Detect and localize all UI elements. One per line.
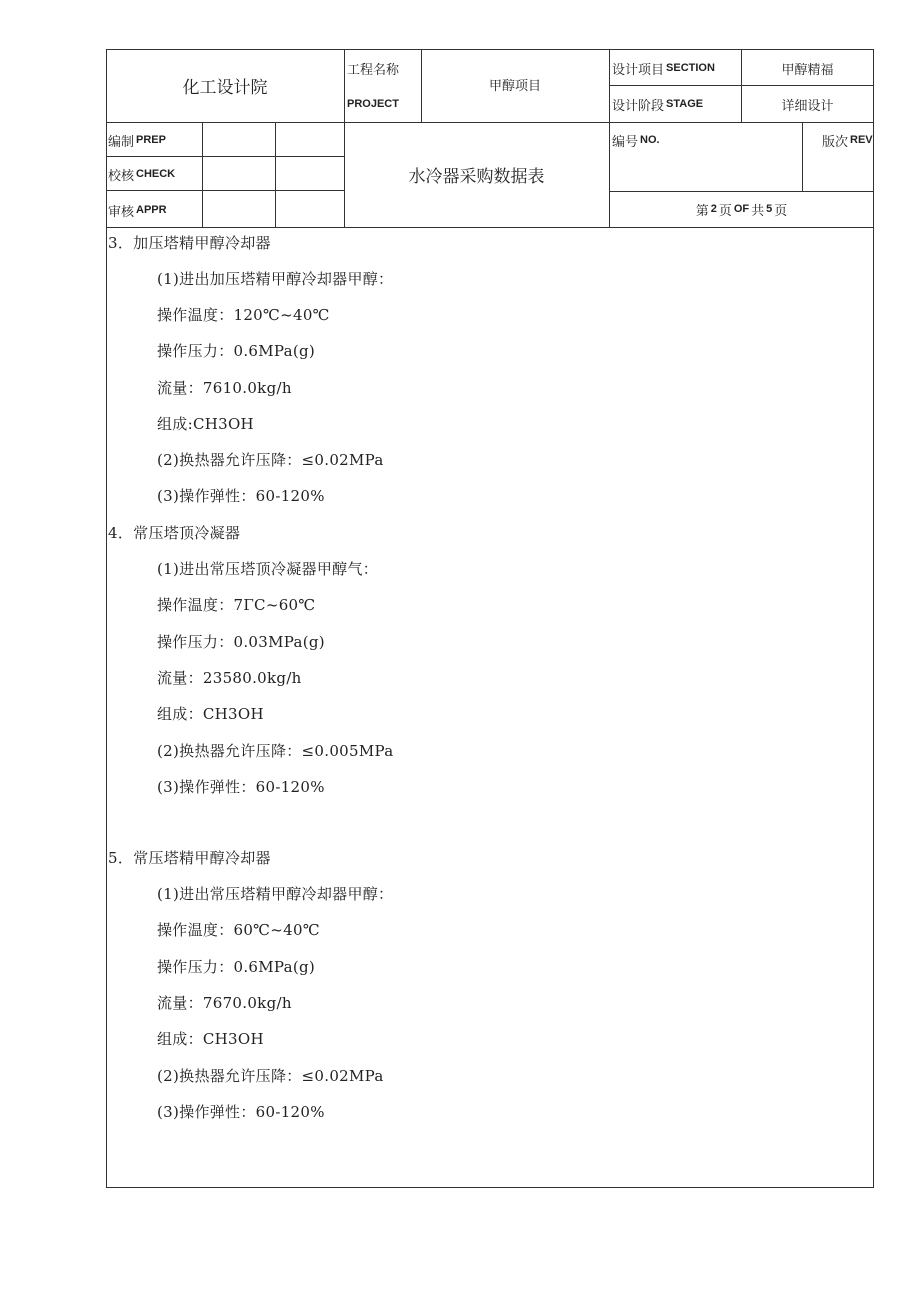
divider [275,122,276,227]
divider [106,190,344,191]
s3-operating-pressure: 操作压力：0.6MPa(g) [157,342,316,360]
project-value: 甲醇项目 [488,78,541,94]
doc-number-label-cn: 编号 [612,134,639,150]
divider [609,85,874,86]
divider [609,191,874,192]
doc-number-label-en: NO. [640,134,660,146]
section-4-title: 4．常压塔顶冷凝器 [108,524,241,542]
section-label-cn: 设计项目 [612,62,665,78]
s4-turndown: (3)操作弹性：60-120% [157,778,325,796]
prep-label [108,130,166,150]
section-5-title: 5．常压塔精甲醇冷却器 [108,849,271,867]
document-title: 水冷器采购数据表 [408,167,545,186]
section-label [612,58,715,78]
institute-name: 化工设计院 [182,78,268,97]
section-label-en: SECTION [666,62,715,74]
check-label [108,164,175,184]
s5-operating-pressure: 操作压力：0.6MPa(g) [157,958,316,976]
divider [106,227,874,228]
prep-label-cn: 编制 [108,134,135,150]
s4-stream-heading: (1)进出常压塔顶冷凝器甲醇气： [157,560,379,578]
s5-operating-temperature: 操作温度：60℃~40℃ [157,921,320,939]
s4-operating-pressure: 操作压力：0.03MPa(g) [157,633,325,651]
section-3-title: 3．加压塔精甲醇冷却器 [108,234,271,252]
divider [202,122,203,227]
s4-composition: 组成：CH3OH [157,705,264,723]
s5-turndown: (3)操作弹性：60-120% [157,1103,325,1121]
stage-label-cn: 设计阶段 [612,98,665,114]
s5-stream-heading: (1)进出常压塔精甲醇冷却器甲醇： [157,885,394,903]
page-indicator [609,199,874,219]
s5-allowable-pressure-drop: (2)换热器允许压降：≤0.02MPa [157,1067,384,1085]
page-total: 5 [766,203,773,215]
revision-label [822,130,873,150]
page-of: OF [733,203,750,215]
s3-turndown: (3)操作弹性：60-120% [157,487,325,505]
check-label-cn: 校核 [108,168,135,184]
stage-value: 详细设计 [781,98,834,114]
s3-composition: 组成:CH3OH [157,415,254,433]
project-label-cn: 工程名称 [347,62,400,78]
check-label-en: CHECK [136,168,176,180]
divider [106,156,344,157]
page-post: 页 [774,203,788,219]
project-label-en: PROJECT [347,98,399,110]
section-value: 甲醇精福 [781,62,834,78]
s3-flow-rate: 流量：7610.0kg/h [157,379,292,397]
doc-number-label [612,130,660,150]
stage-label-en: STAGE [666,98,704,110]
s3-allowable-pressure-drop: (2)换热器允许压降：≤0.02MPa [157,451,384,469]
page-number: 2 [710,203,717,215]
divider [802,122,803,191]
appr-label [108,200,167,220]
page-mid1: 页 [718,203,732,219]
s3-stream-heading: (1)进出加压塔精甲醇冷却器甲醇： [157,270,394,288]
s5-composition: 组成：CH3OH [157,1030,264,1048]
s4-allowable-pressure-drop: (2)换热器允许压降：≤0.005MPa [157,742,394,760]
s3-operating-temperature: 操作温度：120℃~40℃ [157,306,330,324]
s5-flow-rate: 流量：7670.0kg/h [157,994,292,1012]
page-mid2: 共 [751,203,765,219]
appr-label-en: APPR [136,204,167,216]
page-pre: 第 [695,203,709,219]
prep-label-en: PREP [136,134,166,146]
s4-operating-temperature: 操作温度：7ΓC~60℃ [157,596,316,614]
revision-label-cn: 版次 [822,134,849,150]
revision-label-en: REV [850,134,873,146]
s4-flow-rate: 流量：23580.0kg/h [157,669,302,687]
appr-label-cn: 审核 [108,204,135,220]
stage-label [612,94,703,114]
